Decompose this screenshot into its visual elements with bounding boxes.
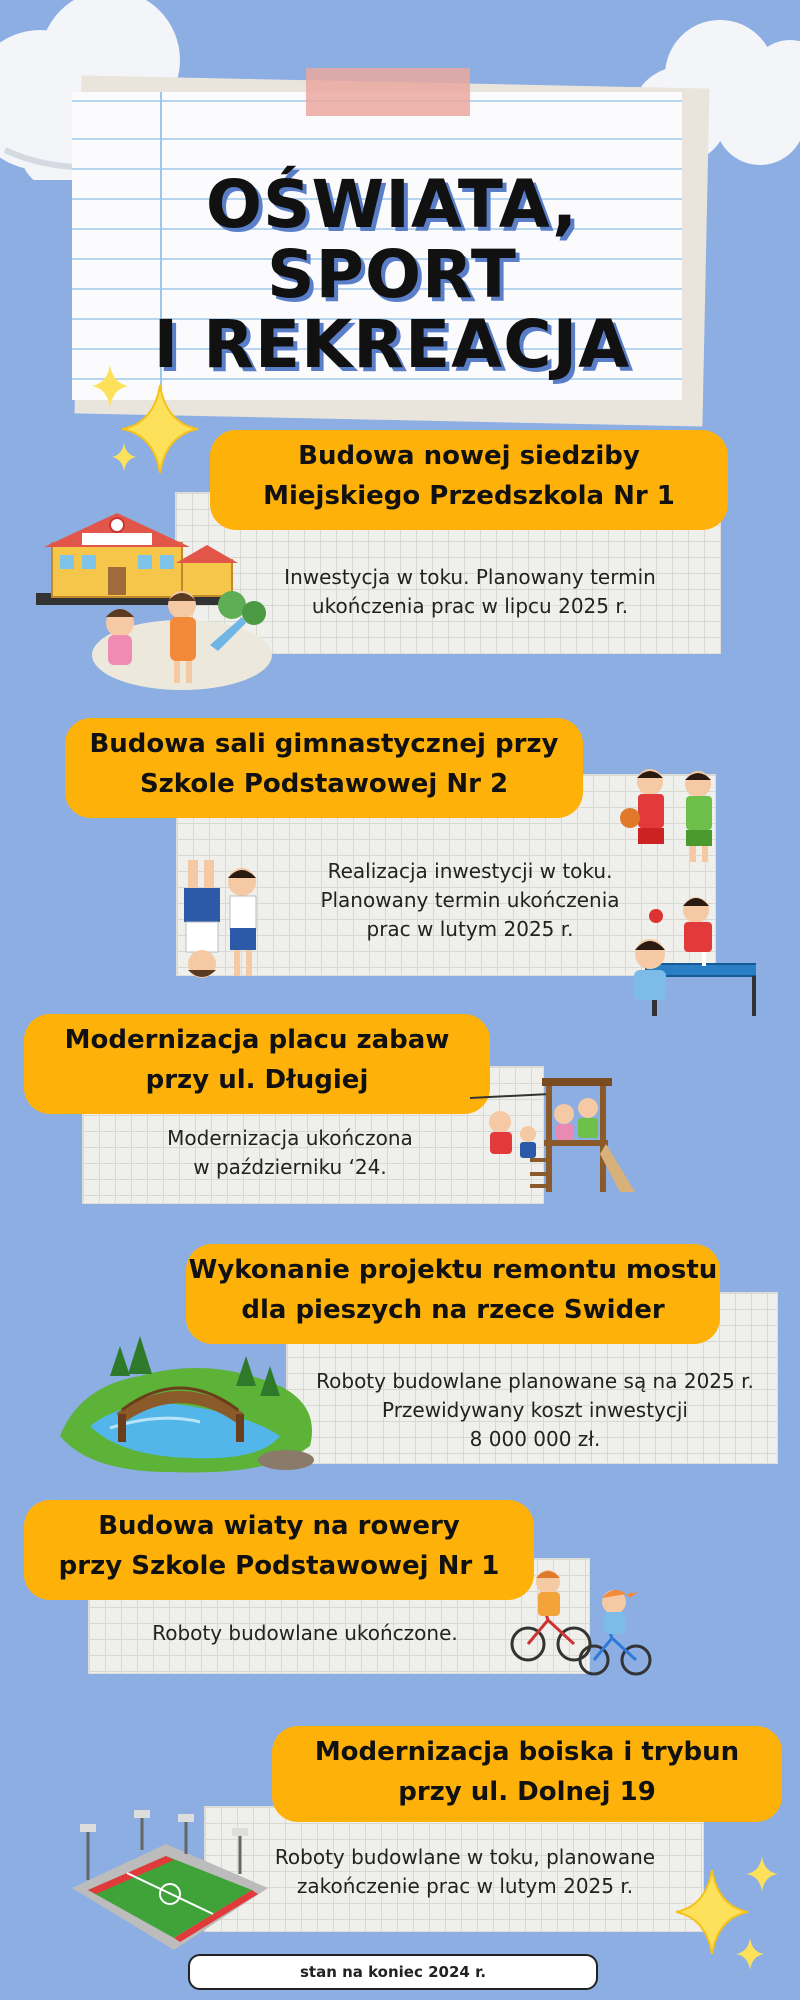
cyclists-icon [508, 1568, 668, 1678]
section-5-heading-line-1: Budowa wiaty na rowery [98, 1511, 460, 1541]
section-2-description-line-1: Realizacja inwestycji w toku. [327, 859, 613, 883]
section-4-heading-line-2: dla pieszych na rzece Swider [241, 1295, 665, 1325]
section-6-description-line-2: zakończenie prac w lutym 2025 r. [296, 1874, 634, 1898]
section-3-description [130, 1124, 450, 1182]
status-footer: stan na koniec 2024 r. [188, 1954, 598, 1990]
section-1-heading [210, 430, 728, 530]
section-5-description-line-1: Roboty budowlane ukończone. [152, 1621, 458, 1645]
section-2-description-line-2: Planowany termin ukończenia [320, 888, 620, 912]
section-1-description [250, 563, 690, 621]
section-4-description-line-2: Przewidywany koszt inwestycji [382, 1398, 688, 1422]
section-1-description-line-2: ukończenia prac w lipcu 2025 r. [311, 594, 629, 618]
section-1-heading-line-2: Miejskiego Przedszkola Nr 1 [263, 481, 675, 511]
section-3-description-line-2: w październiku ‘24. [193, 1155, 387, 1179]
playground-icon [470, 1074, 635, 1194]
tape-strip [306, 68, 470, 116]
section-4-heading-line-1: Wykonanie projektu remontu mostu [188, 1255, 718, 1285]
section-3-description-line-1: Modernizacja ukończona [167, 1126, 413, 1150]
section-3-heading-line-2: przy ul. Długiej [145, 1065, 369, 1095]
sparkle-icon [88, 365, 208, 485]
section-1-heading-line-1: Budowa nowej siedziby [298, 441, 640, 471]
section-1-description-line-1: Inwestycja w toku. Planowany termin [284, 565, 656, 589]
section-3-heading-line-1: Modernizacja placu zabaw [64, 1025, 450, 1055]
section-4-description-line-3: 8 000 000 zł. [469, 1427, 601, 1451]
page-title [72, 166, 712, 383]
title-line-1: OŚWIATA, SPORT [205, 166, 579, 313]
section-5-heading-line-2: przy Szkole Podstawowej Nr 1 [58, 1551, 500, 1581]
sports-kids-icon [176, 760, 756, 1040]
section-4-description-line-1: Roboty budowlane planowane są na 2025 r. [316, 1369, 754, 1393]
section-6-description [240, 1843, 690, 1901]
section-2-heading-line-2: Szkole Podstawowej Nr 2 [139, 769, 509, 799]
section-2-heading-line-1: Budowa sali gimnastycznej przy [89, 729, 559, 759]
stadium-icon [62, 1810, 278, 1960]
bridge-river-icon [50, 1326, 332, 1476]
section-5-description [120, 1619, 490, 1648]
section-6-heading-line-2: przy ul. Dolnej 19 [398, 1777, 656, 1807]
section-2-description-line-3: prac w lutym 2025 r. [366, 917, 574, 941]
title-line-2: I REKREACJA [153, 306, 631, 383]
section-6-description-line-1: Roboty budowlane w toku, planowane [274, 1845, 656, 1869]
section-4-description [300, 1367, 770, 1454]
section-3-heading [24, 1014, 490, 1114]
sparkle-bottom-icon [672, 1856, 784, 1976]
section-6-heading-line-1: Modernizacja boiska i trybun [314, 1737, 740, 1767]
kindergarten-school-icon [32, 505, 272, 695]
section-5-heading [24, 1500, 534, 1600]
section-6-heading [272, 1726, 782, 1822]
